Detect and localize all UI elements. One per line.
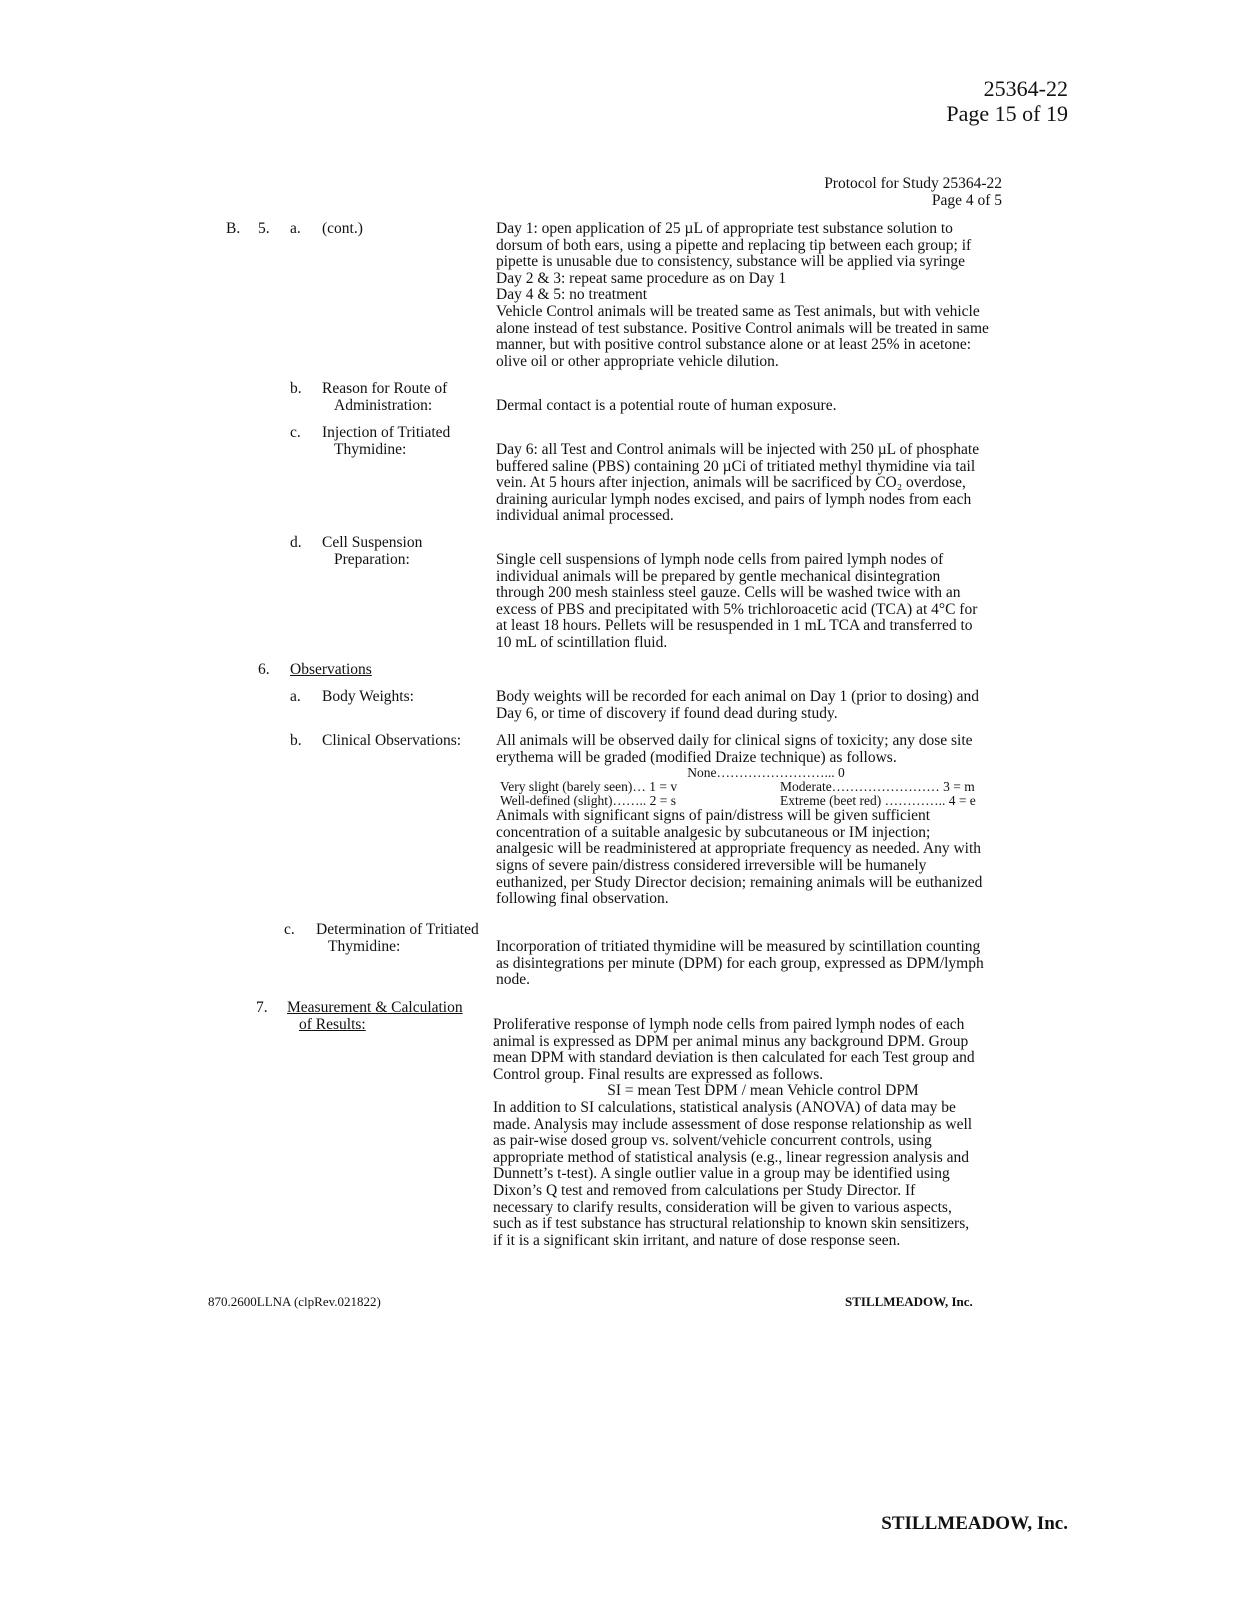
item-marker-5a: a. — [290, 220, 301, 237]
protocol-header — [824, 175, 1002, 209]
item-text-6c: Incorporation of tritiated thymidine will be measured by scintillation counting as disintegrations per minute (DPM) for each group, expressed as DPM/lymph node. — [496, 938, 984, 989]
bottom-brand: STILLMEADOW, Inc. — [881, 1513, 1068, 1534]
footer-company: STILLMEADOW, Inc. — [845, 1294, 973, 1309]
section-title-observations: Observations — [290, 661, 372, 678]
item-marker-6b: b. — [290, 732, 302, 749]
item-label-5b: Reason for Route of Administration: — [322, 380, 448, 414]
item-label-6a: Body Weights: — [322, 688, 414, 705]
item-text-6a: Body weights will be recorded for each animal on Day 1 (prior to dosing) and Day 6, or time of discovery if found dead during study. — [496, 688, 979, 722]
item-text-5c: Day 6: all Test and Control animals will be injected with 250 µL of phosphate buffered saline (PBS) containing 20 µCi of tritiated methyl thymidine via tail vein. At 5 hours after injection, animals will be sacrificed by CO₂ overdose, draining auricular lymph nodes excised, and pairs of lymph nodes from each individual animal processed. — [496, 441, 980, 525]
page-number: Page 15 of 19 — [946, 101, 1068, 126]
protocol-study-line: Protocol for Study 25364-22 — [824, 175, 1002, 192]
item-marker-6a: a. — [290, 688, 301, 705]
section-title-measurement: Measurement & Calculation of Results: — [287, 999, 463, 1033]
item-text-5b: Dermal contact is a potential route of human exposure. — [496, 397, 837, 414]
draize-scale-extreme: Extreme (beet red) ………….. 4 = e — [780, 793, 976, 809]
document-number: 25364-22 — [983, 76, 1068, 101]
draize-scale-well-defined: Well-defined (slight)…….. 2 = s — [500, 793, 676, 809]
section-number-6: 6. — [258, 661, 270, 678]
item-marker-5d: d. — [290, 534, 302, 551]
draize-scale-very-slight: Very slight (barely seen)… 1 = v — [500, 779, 678, 795]
item-label-5a: (cont.) — [322, 220, 363, 237]
item-text-7: Proliferative response of lymph node cells from paired lymph nodes of each animal is expressed as DPM per animal minus any background DPM. Group mean DPM with standard deviation is then calculated for each Test group and Control group. Final results are expressed as follows. SI = mean Test DPM / mean Vehicle control DPM In addition to SI calculations, statistical analysis (ANOVA) of data may be made. Analysis may include assessment of dose response relationship as well as pair-wise dosed group vs. solvent/vehicle concurrent controls, using appropriate method of statistical analysis (e.g., linear regression analysis and Dunnett’s t-test). A single outlier value in a group may be identified using Dixon’s Q test and removed from calculations per Study Director. If necessary to clarify results, consideration will be given to various aspects, such as if test substance has structural relationship to known skin sensitizers, if it is a significant skin irritant, and nature of dose response seen. — [493, 1017, 1033, 1249]
si-formula: SI = mean Test DPM / mean Vehicle control DPM — [607, 1082, 919, 1100]
draize-scale-moderate: Moderate…………………… 3 = m — [780, 779, 975, 795]
item-marker-5c: c. — [290, 424, 301, 441]
draize-scale-none: None……………………... 0 — [687, 765, 845, 781]
item-label-5d: Cell Suspension Preparation: — [322, 534, 423, 568]
section-number-5: 5. — [258, 220, 270, 237]
section-letter: B. — [226, 220, 241, 237]
footer-revision: 870.2600LLNA (clpRev.021822) — [208, 1294, 381, 1309]
draize-scale-grid — [496, 780, 1036, 808]
item-label-6b: Clinical Observations: — [322, 732, 462, 749]
item-text-5d: Single cell suspensions of lymph node cells from paired lymph nodes of individual animals will be prepared by gentle mechanical disintegration through 200 mesh stainless steel gauze. Cells will be washed twice with an excess of PBS and precipitated with 5% trichloroacetic acid (TCA) at 4°C for at least 18 hours. Pellets will be resuspended in 1 mL TCA and transferred to 10 mL of scintillation fluid. — [496, 551, 978, 651]
section-number-7: 7. — [256, 999, 268, 1016]
item-marker-6c: c. — [284, 921, 295, 938]
page-header — [946, 76, 1068, 126]
item-text-6b: All animals will be observed daily for clinical signs of toxicity; any dose site erythema will be graded (modified Draize technique) as follows. None……………………... 0 Very slight (barely seen)… 1 = v Moderate…………………… 3 = m Well-defined (slight)…….. 2 = s Extreme (beet red) ………….. 4 = e Animals with significant signs of pain/distress will be given sufficient concentration of a suitable analgesic by subcutaneous or IM injection; analgesic will be readministered at appropriate frequency as needed. Any with signs of severe pain/distress considered irreversible will be humanely euthanized, per Study Director decision; remaining animals will be euthanized following final observation. — [496, 733, 1036, 908]
item-marker-5b: b. — [290, 380, 302, 397]
item-label-5c: Injection of Tritiated Thymidine: — [322, 424, 451, 458]
item-text-5a: Day 1: open application of 25 µL of appropriate test substance solution to dorsum of both ears, using a pipette and replacing tip between each group; if pipette is unusable due to consistency, substance will be applied via syringe Day 2 & 3: repeat same procedure as on Day 1 Day 4 & 5: no treatment Vehicle Control animals will be treated same as Test animals, but with vehicle alone instead of test substance. Positive Control animals will be treated in same manner, but with positive control substance alone or at least 25% in acetone: olive oil or other appropriate vehicle dilution. — [496, 220, 989, 370]
protocol-page-line: Page 4 of 5 — [931, 192, 1002, 209]
item-label-6c: Determination of Tritiated Thymidine: — [316, 921, 479, 955]
